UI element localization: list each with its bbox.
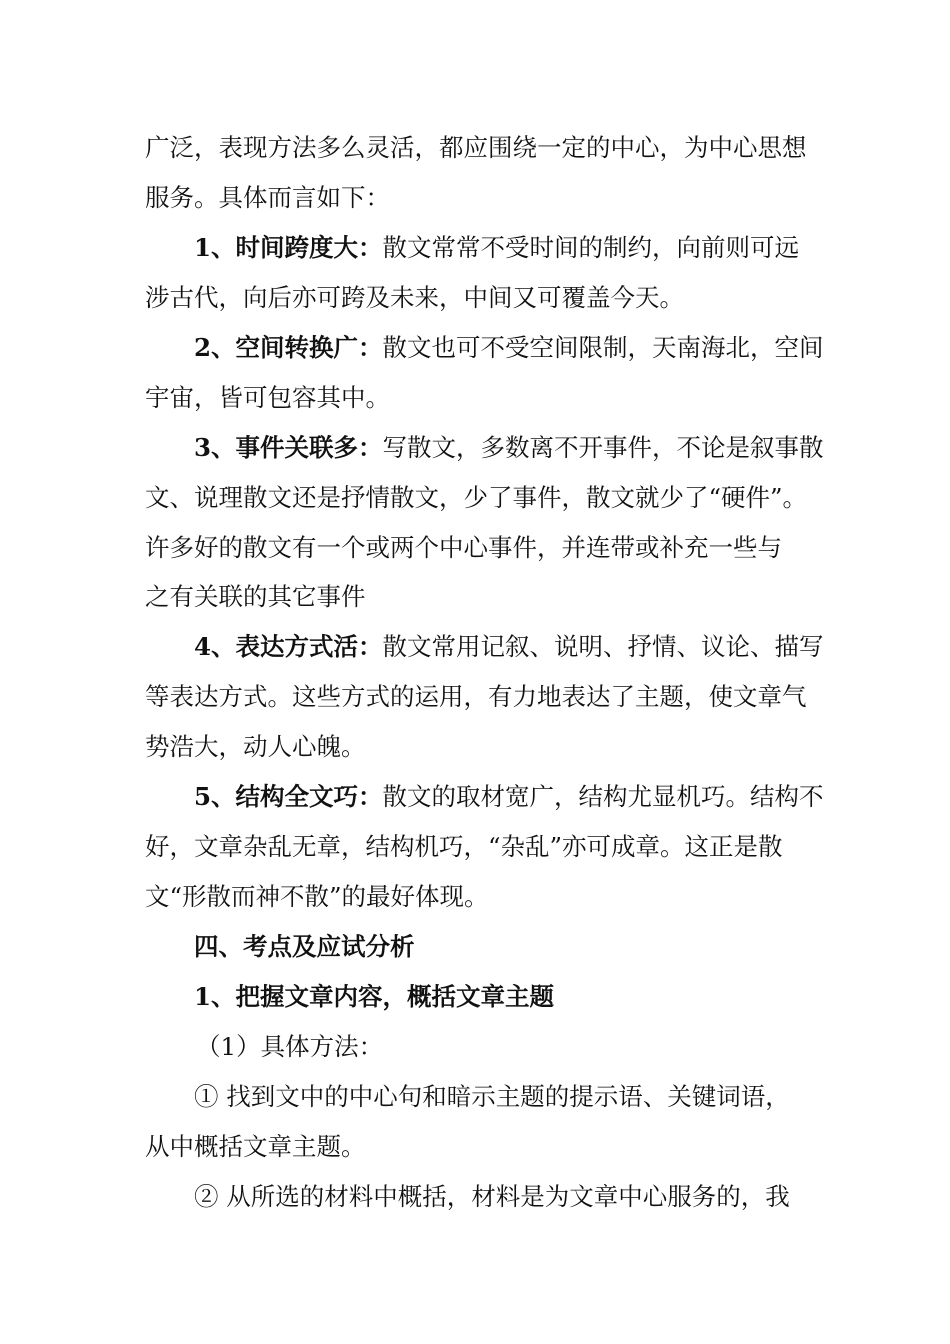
item-label: 5、结构全文巧： <box>194 782 383 811</box>
paragraph-line: 等表达方式。这些方式的运用，有力地表达了主题，使文章气 <box>145 682 807 711</box>
list-item-events <box>194 431 824 465</box>
paragraph-line: 宇宙，皆可包容其中。 <box>145 383 390 412</box>
paragraph-line: 文“形散而神不散”的最好体现。 <box>145 882 489 911</box>
paragraph-line: 之有关联的其它事件 <box>145 582 366 611</box>
paragraph-line: 服务。具体而言如下： <box>145 183 390 212</box>
paragraph-line: 文、说理散文还是抒情散文，少了事件，散文就少了“硬件”。 <box>145 483 808 512</box>
list-item-space-shift <box>194 331 824 365</box>
item-label: 1、时间跨度大： <box>194 233 383 262</box>
paragraph-line: 好，文章杂乱无章，结构机巧，“杂乱”亦可成章。这正是散 <box>145 832 783 861</box>
list-item-structure <box>194 780 824 814</box>
method-step-1: ① 找到文中的中心句和暗示主题的提示语、关键词语， <box>194 1082 790 1111</box>
method-step-2: ② 从所选的材料中概括，材料是为文章中心服务的，我 <box>194 1182 790 1211</box>
item-label: 2、空间转换广： <box>194 333 383 362</box>
list-item-expression <box>194 630 824 664</box>
item-text: 散文常常不受时间的制约，向前则可远 <box>382 233 800 262</box>
item-text: 散文的取材宽广，结构尤显机巧。结构不 <box>382 782 824 811</box>
paragraph-line: 从中概括文章主题。 <box>145 1132 366 1161</box>
paragraph-line: 广泛，表现方法多么灵活，都应围绕一定的中心，为中心思想 <box>145 133 807 162</box>
paragraph-line: 势浩大，动人心魄。 <box>145 732 366 761</box>
sub-heading: 1、把握文章内容，概括文章主题 <box>194 982 555 1011</box>
item-label: 3、事件关联多： <box>194 433 383 462</box>
item-label: 4、表达方式活： <box>194 632 383 661</box>
list-item-time-span <box>194 231 799 265</box>
item-text: 写散文，多数离不开事件，不论是叙事散 <box>382 433 824 462</box>
paragraph-line: 涉古代，向后亦可跨及未来，中间又可覆盖今天。 <box>145 283 684 312</box>
item-text: 散文也可不受空间限制，天南海北，空间 <box>382 333 824 362</box>
method-label: （1）具体方法： <box>196 1032 384 1061</box>
section-heading: 四、考点及应试分析 <box>194 932 415 961</box>
item-text: 散文常用记叙、说明、抒情、议论、描写 <box>382 632 824 661</box>
paragraph-line: 许多好的散文有一个或两个中心事件，并连带或补充一些与 <box>145 533 782 562</box>
